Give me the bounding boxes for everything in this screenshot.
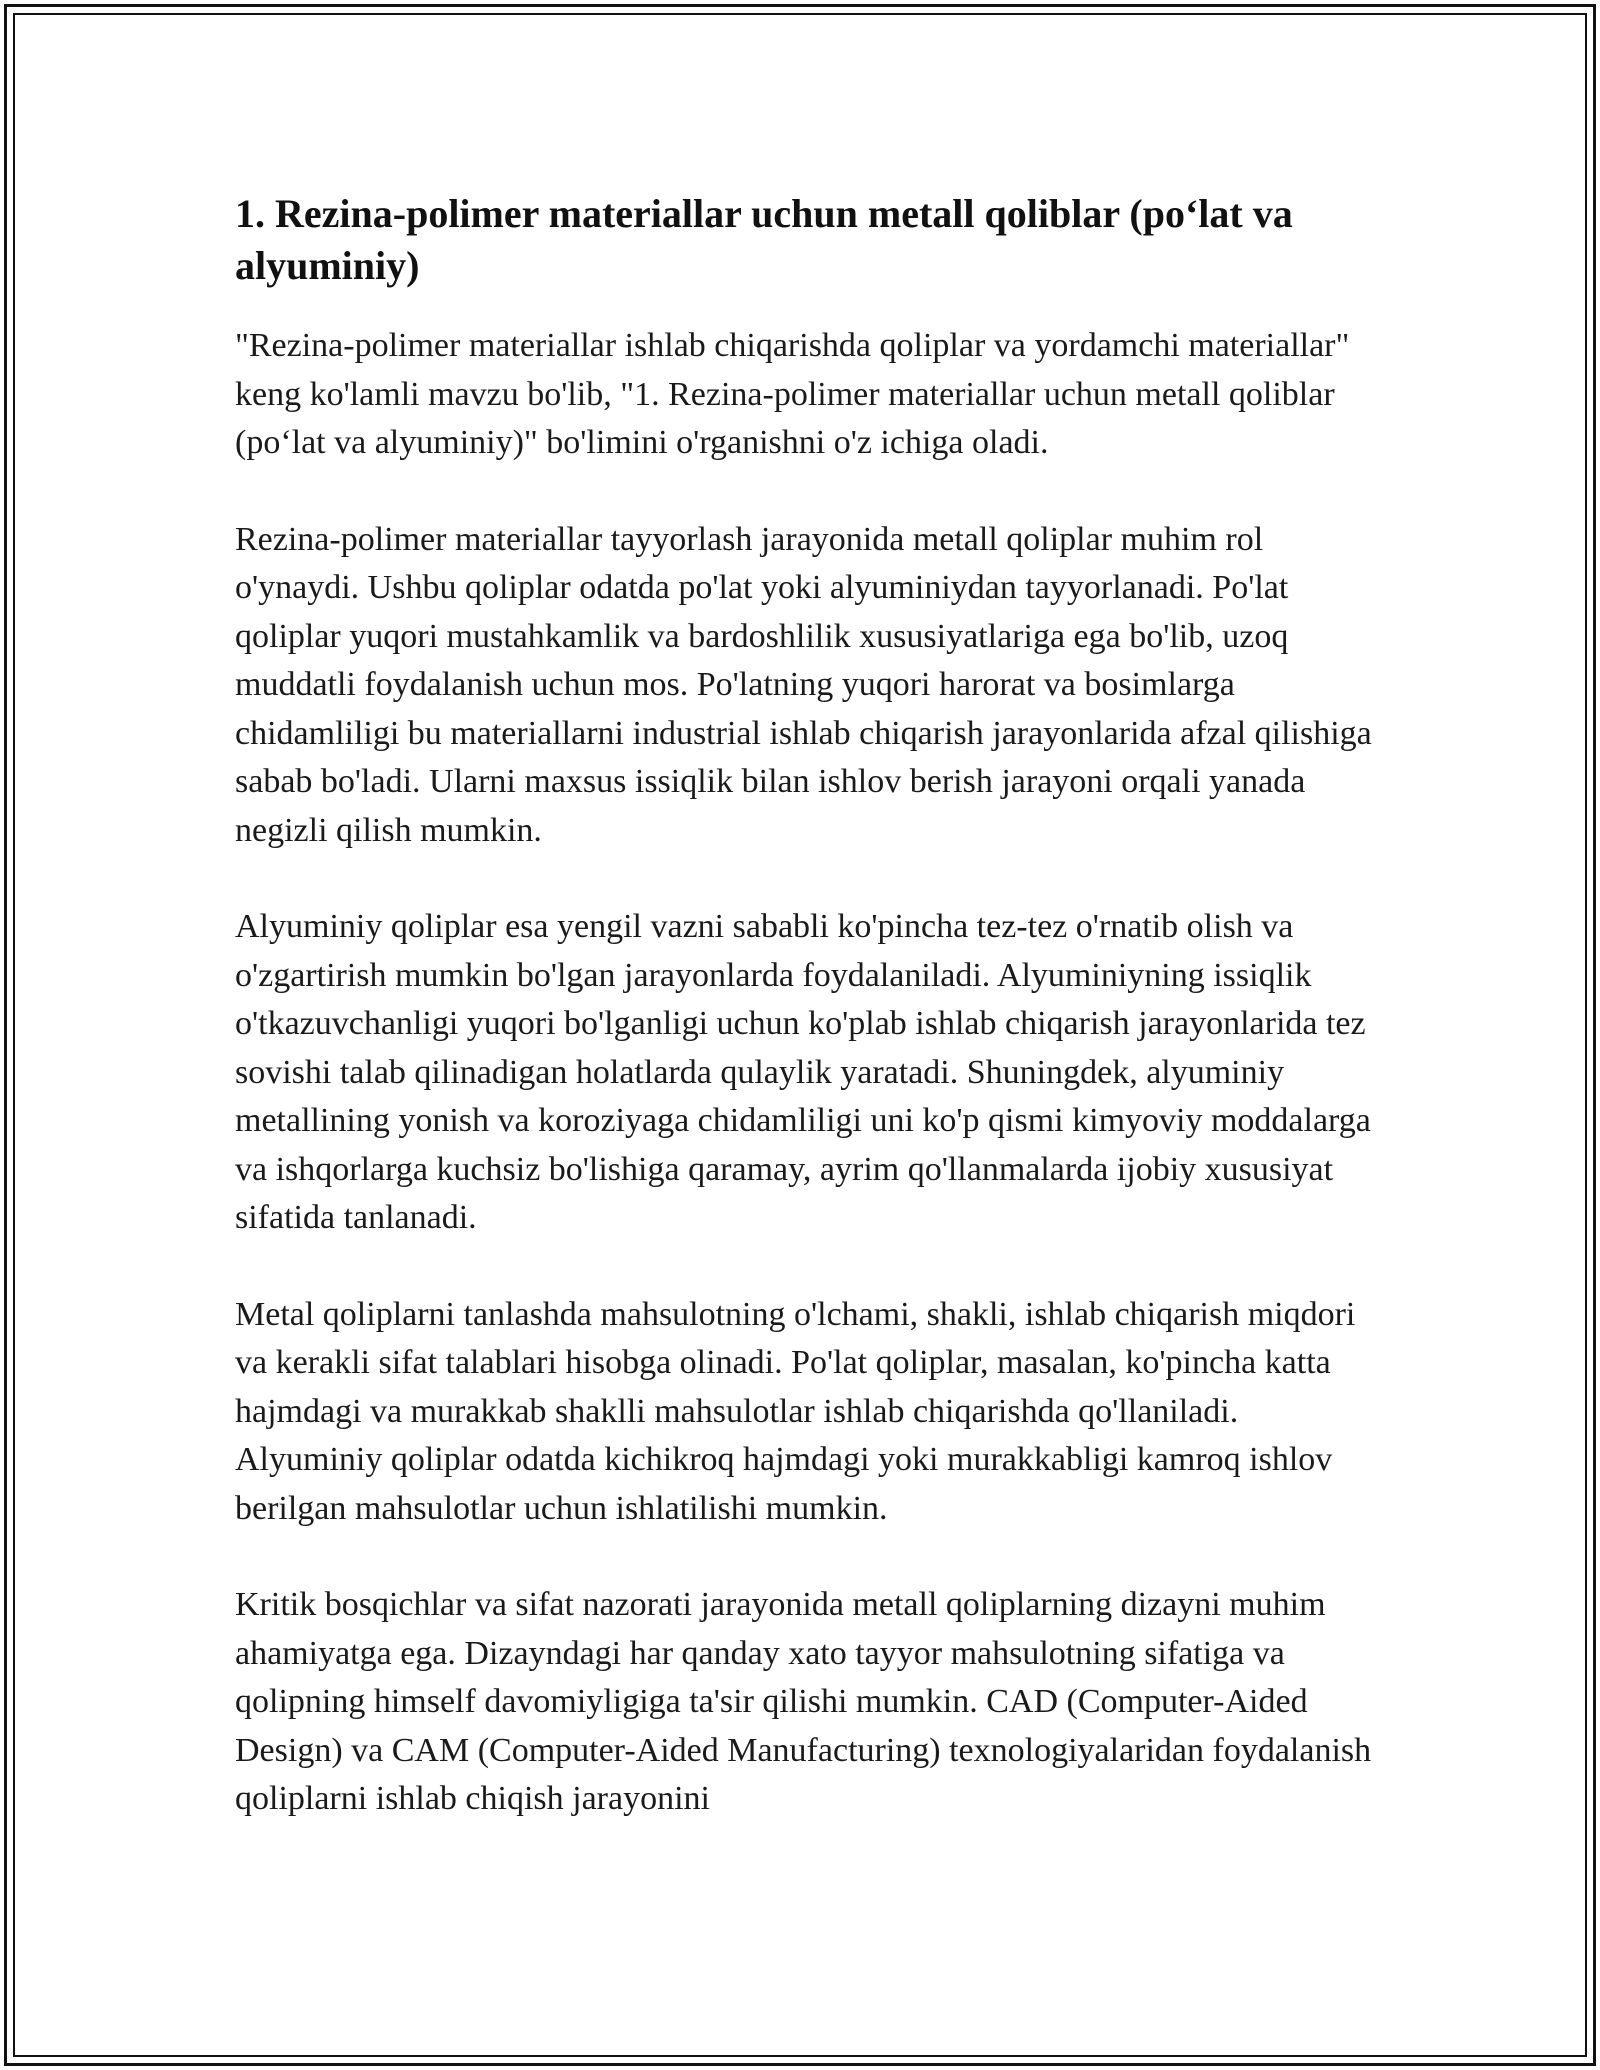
paragraph-intro: "Rezina-polimer materiallar ishlab chiqarishda qoliplar va yordamchi materiallar" keng ko'lamli mavzu bo'lib, "1. Rezina-polimer materiallar uchun metall qoliblar (po‘lat va alyuminiy)" bo'limini o'rganishni o'z ichiga oladi. [235, 327, 1350, 461]
document-title: 1. Rezina-polimer materiallar uchun metall qoliblar (po‘lat va alyuminiy) [235, 191, 1293, 288]
paragraph-aluminum-molds: Alyuminiy qoliplar esa yengil vazni sababli ko'pincha tez-tez o'rnatib olish va o'zgartirish mumkin bo'lgan jarayonlarda foydalaniladi. Alyuminiyning issiqlik o'tkazuvchanligi yuqori bo'lganligi uchun ko'plab ishlab chiqarish jarayonlarida tez sovishi talab qilinadigan holatlarda qulaylik yaratadi. Shuningdek, alyuminiy metallining yonish va koroziyaga chidamliligi uni ko'p qismi kimyoviy moddalarga va ishqorlarga kuchsiz bo'lishiga qaramay, ayrim qo'llanmalarda ijobiy xususiyat sifatida tanlanadi. [235, 908, 1371, 1236]
paragraph-mold-selection: Metal qoliplarni tanlashda mahsulotning o'lchami, shakli, ishlab chiqarish miqdori va kerakli sifat talablari hisobga olinadi. Po'lat qoliplar, masalan, ko'pincha katta hajmdagi va murakkab shaklli mahsulotlar ishlab chiqarishda qo'llaniladi. Alyuminiy qoliplar odatda kichikroq hajmdagi yoki murakkabligi kamroq ishlov berilgan mahsulotlar uchun ishlatilishi mumkin. [235, 1295, 1356, 1527]
paragraph-quality-control: Kritik bosqichlar va sifat nazorati jarayonida metall qoliplarning dizayni muhim ahamiyatga ega. Dizayndagi har qanday xato tayyor mahsulotning sifatiga va qolipning himself davomiyligiga ta'sir qilishi mumkin. CAD (Computer-Aided Design) va CAM (Computer-Aided Manufacturing) texnologiyalaridan foydalanish qoliplarni ishlab chiqish jarayonini [235, 1586, 1372, 1817]
paragraph-steel-molds: Rezina-polimer materiallar tayyorlash jarayonida metall qoliplar muhim rol o'ynaydi. Ushbu qoliplar odatda po'lat yoki alyuminiydan tayyorlanadi. Po'lat qoliplar yuqori mustahkamlik va bardoshlilik xususiyatlariga ega bo'lib, uzoq muddatli foydalanish uchun mos. Po'latning yuqori harorat va bosimlarga chidamliligi bu materiallarni industrial ishlab chiqarish jarayonlarida afzal qilishiga sabab bo'ladi. Ularni maxsus issiqlik bilan ishlov berish jarayoni orqali yanada negizli qilish mumkin. [235, 520, 1372, 849]
document-body [235, 188, 1375, 1872]
